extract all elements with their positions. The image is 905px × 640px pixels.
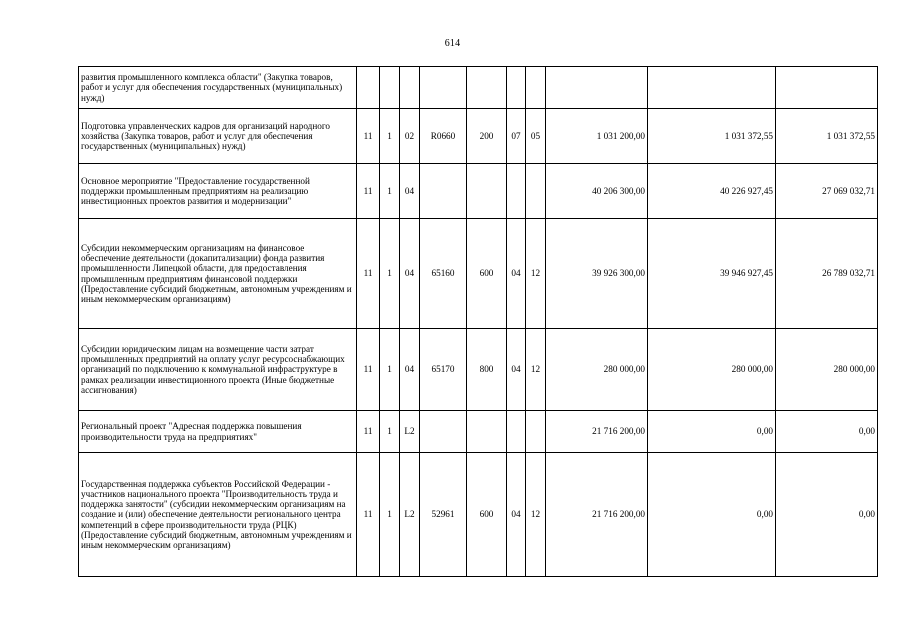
code-subprogram: 1 <box>380 411 400 453</box>
row-description: Субсидии юридическим лицам на возмещение части затрат промышленных предприятий на оплату услуг ресурсоснабжающих организаций по подключению к коммунальной инфраструктуре в рамках реализации инвестиционного проекта (Иные бюджетные ассигнования) <box>79 329 357 411</box>
amount-3: 280 000,00 <box>776 329 878 411</box>
table-row <box>79 67 878 109</box>
code-section <box>507 67 526 109</box>
amount-3: 1 031 372,55 <box>776 109 878 164</box>
row-description: Субсидии некоммерческим организациям на финансовое обеспечение деятельности (докапитализации) фонда развития промышленности Липецкой области, для предоставления промышленным предприятиям финансовой поддержки (Предоставление субсидий бюджетным, автономным учреждениям и иным некоммерческим организациям) <box>79 219 357 329</box>
code-direction: 65160 <box>420 219 467 329</box>
page-number: 614 <box>444 38 461 49</box>
row-description: Государственная поддержка субъектов Российской Федерации - участников национального проекта "Производительность труда и поддержка занятости" (субсидии некоммерческим организациям на создание и (или) обеспечение деятельности регионального центра компетенций в сфере производительности труда (РЦК) (Предоставление субсидий бюджетным, автономным учреждениям и иным некоммерческим организациям) <box>79 453 357 577</box>
amount-2: 40 226 927,45 <box>648 164 776 219</box>
code-subsection: 12 <box>526 329 546 411</box>
code-subprogram: 1 <box>380 453 400 577</box>
code-program: 11 <box>357 453 380 577</box>
amount-3: 27 069 032,71 <box>776 164 878 219</box>
code-section <box>507 411 526 453</box>
code-subprogram: 1 <box>380 164 400 219</box>
code-expense-type <box>467 67 507 109</box>
amount-2: 39 946 927,45 <box>648 219 776 329</box>
table-row <box>79 109 878 164</box>
code-direction: 65170 <box>420 329 467 411</box>
amount-3: 0,00 <box>776 453 878 577</box>
code-program: 11 <box>357 164 380 219</box>
code-main-event: L2 <box>400 411 420 453</box>
code-main-event: 04 <box>400 329 420 411</box>
code-main-event: 02 <box>400 109 420 164</box>
amount-1: 21 716 200,00 <box>546 411 648 453</box>
code-subsection: 12 <box>526 453 546 577</box>
code-subsection <box>526 164 546 219</box>
table-row <box>79 329 878 411</box>
code-expense-type <box>467 411 507 453</box>
code-program: 11 <box>357 411 380 453</box>
code-section: 04 <box>507 329 526 411</box>
code-section: 07 <box>507 109 526 164</box>
code-program: 11 <box>357 329 380 411</box>
code-main-event: L2 <box>400 453 420 577</box>
table-row <box>79 411 878 453</box>
code-subsection: 12 <box>526 219 546 329</box>
amount-1: 280 000,00 <box>546 329 648 411</box>
amount-1: 39 926 300,00 <box>546 219 648 329</box>
code-section <box>507 164 526 219</box>
code-main-event: 04 <box>400 164 420 219</box>
code-program: 11 <box>357 109 380 164</box>
amount-2: 1 031 372,55 <box>648 109 776 164</box>
code-subprogram: 1 <box>380 109 400 164</box>
code-subprogram: 1 <box>380 329 400 411</box>
code-expense-type: 600 <box>467 219 507 329</box>
amount-2 <box>648 67 776 109</box>
amount-1 <box>546 67 648 109</box>
amount-1: 1 031 200,00 <box>546 109 648 164</box>
code-direction: 52961 <box>420 453 467 577</box>
code-subprogram: 1 <box>380 219 400 329</box>
code-subsection <box>526 411 546 453</box>
code-subprogram <box>380 67 400 109</box>
code-subsection: 05 <box>526 109 546 164</box>
code-expense-type: 200 <box>467 109 507 164</box>
amount-1: 21 716 200,00 <box>546 453 648 577</box>
code-direction <box>420 411 467 453</box>
code-main-event: 04 <box>400 219 420 329</box>
table-row <box>79 453 878 577</box>
amount-3: 0,00 <box>776 411 878 453</box>
amount-2: 0,00 <box>648 453 776 577</box>
amount-3 <box>776 67 878 109</box>
code-expense-type <box>467 164 507 219</box>
code-program <box>357 67 380 109</box>
code-expense-type: 800 <box>467 329 507 411</box>
amount-2: 280 000,00 <box>648 329 776 411</box>
code-direction: R0660 <box>420 109 467 164</box>
code-section: 04 <box>507 219 526 329</box>
code-program: 11 <box>357 219 380 329</box>
code-expense-type: 600 <box>467 453 507 577</box>
table-row <box>79 164 878 219</box>
code-section: 04 <box>507 453 526 577</box>
row-description: Региональный проект "Адресная поддержка повышения производительности труда на предприятиях" <box>79 411 357 453</box>
row-description: Подготовка управленческих кадров для организаций народного хозяйства (Закупка товаров, работ и услуг для обеспечения государственных (муниципальных) нужд) <box>79 109 357 164</box>
code-main-event <box>400 67 420 109</box>
code-direction <box>420 164 467 219</box>
budget-table <box>78 66 878 577</box>
amount-3: 26 789 032,71 <box>776 219 878 329</box>
row-description: развития промышленного комплекса области" (Закупка товаров, работ и услуг для обеспечения государственных (муниципальных) нужд) <box>79 67 357 109</box>
table-row <box>79 219 878 329</box>
code-subsection <box>526 67 546 109</box>
row-description: Основное мероприятие "Предоставление государственной поддержки промышленным предприятиям на реализацию инвестиционных проектов развития и модернизации" <box>79 164 357 219</box>
code-direction <box>420 67 467 109</box>
amount-2: 0,00 <box>648 411 776 453</box>
amount-1: 40 206 300,00 <box>546 164 648 219</box>
